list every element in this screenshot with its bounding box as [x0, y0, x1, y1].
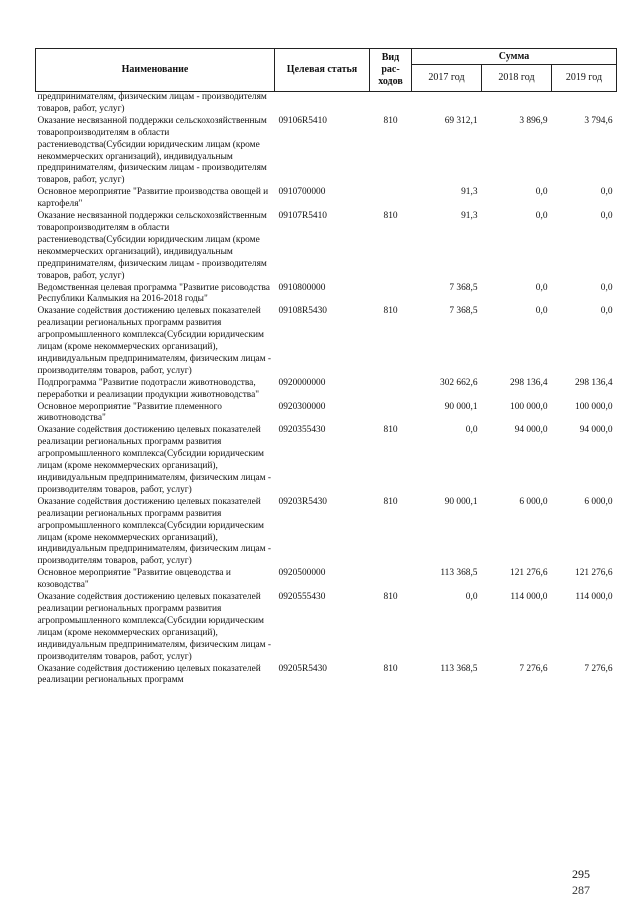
header-vid: Вид рас-ходов	[370, 49, 412, 92]
page-number-secondary: 287	[572, 883, 590, 897]
table-row	[36, 425, 617, 496]
table-row	[36, 187, 617, 211]
table-row	[36, 568, 617, 592]
row-sum-2017: 0,0	[465, 425, 478, 436]
row-vid	[370, 283, 412, 307]
row-vid: 810	[383, 306, 398, 317]
table-row	[36, 497, 617, 568]
table-row	[36, 92, 617, 116]
row-sum-2017: 90 000,1	[444, 496, 478, 507]
row-name: Оказание содействия достижению целевых показателей реализации региональных программ развития агропромышленного комплекса(Субсидии юридическим лицам (кроме некоммерческих организаций), индивидуальным предпринимателям, физическим лицам - производителям товаров, работ, услуг)	[37, 425, 272, 495]
row-code: 0920000000	[278, 377, 326, 388]
header-2018: 2018 год	[482, 65, 552, 92]
row-sum-2019: 298 136,4	[575, 377, 613, 388]
row-sum-2018: 298 136,4	[510, 377, 548, 388]
row-sum-2018: 100 000,0	[510, 401, 548, 412]
row-vid	[370, 92, 412, 116]
row-vid: 810	[383, 115, 398, 126]
row-code: 0910700000	[278, 187, 326, 198]
row-vid: 810	[383, 592, 398, 603]
row-vid	[370, 187, 412, 211]
row-code	[275, 92, 370, 116]
row-sum-2017: 91,3	[461, 187, 478, 198]
row-sum-2017: 7 368,5	[449, 306, 478, 317]
row-sum-2019: 0,0	[600, 306, 613, 317]
budget-table	[35, 48, 617, 687]
row-name: Оказание содействия достижению целевых показателей реализации региональных программ развития агропромышленного комплекса(Субсидии юридическим лицам (кроме некоммерческих организаций), индивидуальным предпринимателям, физическим лицам - производителям товаров, работ, услуг)	[37, 592, 272, 662]
row-sum-2019: 100 000,0	[575, 401, 613, 412]
table-row	[36, 116, 617, 187]
row-sum-2019: 94 000,0	[579, 425, 613, 436]
row-sum-2019: 3 794,6	[584, 115, 613, 126]
row-name: Основное мероприятие "Развитие овцеводства и козоводства"	[37, 568, 231, 591]
row-vid: 810	[383, 211, 398, 222]
row-sum-2018: 6 000,0	[519, 496, 548, 507]
row-code: 09107R5410	[278, 211, 327, 222]
row-sum-2018: 3 896,9	[519, 115, 548, 126]
row-sum-2017: 0,0	[465, 592, 478, 603]
row-sum-2018: 114 000,0	[510, 592, 548, 603]
row-code: 0920555430	[278, 592, 326, 603]
row-code: 09205R5430	[278, 663, 327, 674]
row-sum-2019: 6 000,0	[584, 496, 613, 507]
table-row	[36, 211, 617, 282]
row-sum-2018: 0,0	[535, 211, 548, 222]
header-sum: Сумма	[412, 49, 617, 65]
row-name: Основное мероприятие "Развитие племенного животноводства"	[37, 401, 222, 424]
row-sum-2019: 7 276,6	[584, 663, 613, 674]
row-vid: 810	[383, 663, 398, 674]
row-sum-2017: 113 368,5	[440, 663, 478, 674]
row-sum-2018	[482, 92, 552, 116]
row-sum-2019: 0,0	[600, 282, 613, 293]
row-name: Оказание несвязанной поддержки сельскохозяйственным товаропроизводителям в области растениеводства(Субсидии юридическим лицам (кроме некоммерческих организаций), индивидуальным предпринимателям, физическим лицам - производителям товаров, работ, услуг)	[37, 211, 267, 281]
row-sum-2018: 0,0	[535, 306, 548, 317]
table-row	[36, 664, 617, 688]
table-row	[36, 402, 617, 426]
row-sum-2018: 0,0	[535, 282, 548, 293]
row-sum-2017: 113 368,5	[440, 568, 478, 579]
row-sum-2019: 121 276,6	[575, 568, 613, 579]
row-code: 09108R5430	[278, 306, 327, 317]
row-sum-2017: 90 000,1	[444, 401, 478, 412]
row-sum-2017: 91,3	[461, 211, 478, 222]
row-name: Оказание несвязанной поддержки сельскохозяйственным товаропроизводителям в области растениеводства(Субсидии юридическим лицам (кроме некоммерческих организаций), индивидуальным предпринимателям, физическим лицам - производителям товаров, работ, услуг)	[37, 115, 267, 186]
budget-page	[35, 48, 616, 687]
row-vid: 810	[383, 425, 398, 436]
table-row	[36, 378, 617, 402]
row-name: Подпрограмма "Развитие подотрасли животноводства, переработки и реализации продукции животноводства"	[37, 377, 260, 400]
row-vid	[370, 568, 412, 592]
row-sum-2019: 114 000,0	[575, 592, 613, 603]
table-row	[36, 306, 617, 377]
row-name: Ведомственная целевая программа "Развитие рисоводства Республики Калмыкия на 2016-2018 годы"	[37, 282, 270, 305]
header-2017: 2017 год	[412, 65, 482, 92]
row-code: 09106R5410	[278, 115, 327, 126]
budget-table-body	[36, 92, 617, 688]
row-name: Основное мероприятие "Развитие производства овощей и картофеля"	[37, 187, 269, 210]
header-2019: 2019 год	[552, 65, 617, 92]
table-row	[36, 283, 617, 307]
row-vid	[370, 402, 412, 426]
row-vid	[370, 378, 412, 402]
row-code: 0910800000	[278, 282, 326, 293]
row-sum-2019: 0,0	[600, 187, 613, 198]
row-code: 0920500000	[278, 568, 326, 579]
row-vid: 810	[383, 496, 398, 507]
header-code: Целевая статья	[275, 49, 370, 92]
row-name: Оказание содействия достижению целевых показателей реализации региональных программ развития агропромышленного комплекса(Субсидии юридическим лицам (кроме некоммерческих организаций), индивидуальным предпринимателям, физическим лицам - производителям товаров, работ, услуг)	[37, 306, 272, 376]
row-sum-2017	[412, 92, 482, 116]
row-sum-2018: 94 000,0	[514, 425, 548, 436]
row-sum-2018: 0,0	[535, 187, 548, 198]
table-row	[36, 592, 617, 663]
row-name: Оказание содействия достижению целевых показателей реализации региональных программ развития агропромышленного комплекса(Субсидии юридическим лицам (кроме некоммерческих организаций), индивидуальным предпринимателям, физическим лицам - производителям товаров, работ, услуг)	[37, 496, 272, 567]
row-code: 0920355430	[278, 425, 326, 436]
row-sum-2018: 121 276,6	[510, 568, 548, 579]
row-sum-2019: 0,0	[600, 211, 613, 222]
row-sum-2017: 302 662,6	[440, 377, 478, 388]
row-sum-2018: 7 276,6	[519, 663, 548, 674]
row-name: Оказание содействия достижению целевых показателей реализации региональных программ	[37, 663, 261, 686]
row-sum-2017: 69 312,1	[444, 115, 478, 126]
row-sum-2017: 7 368,5	[449, 282, 478, 293]
header-name: Наименование	[36, 49, 275, 92]
row-sum-2019	[552, 92, 617, 116]
row-code: 09203R5430	[278, 496, 327, 507]
page-number: 295	[572, 867, 590, 881]
row-name: предпринимателям, физическим лицам - производителям товаров, работ, услуг)	[37, 92, 267, 114]
row-code: 0920300000	[278, 401, 326, 412]
